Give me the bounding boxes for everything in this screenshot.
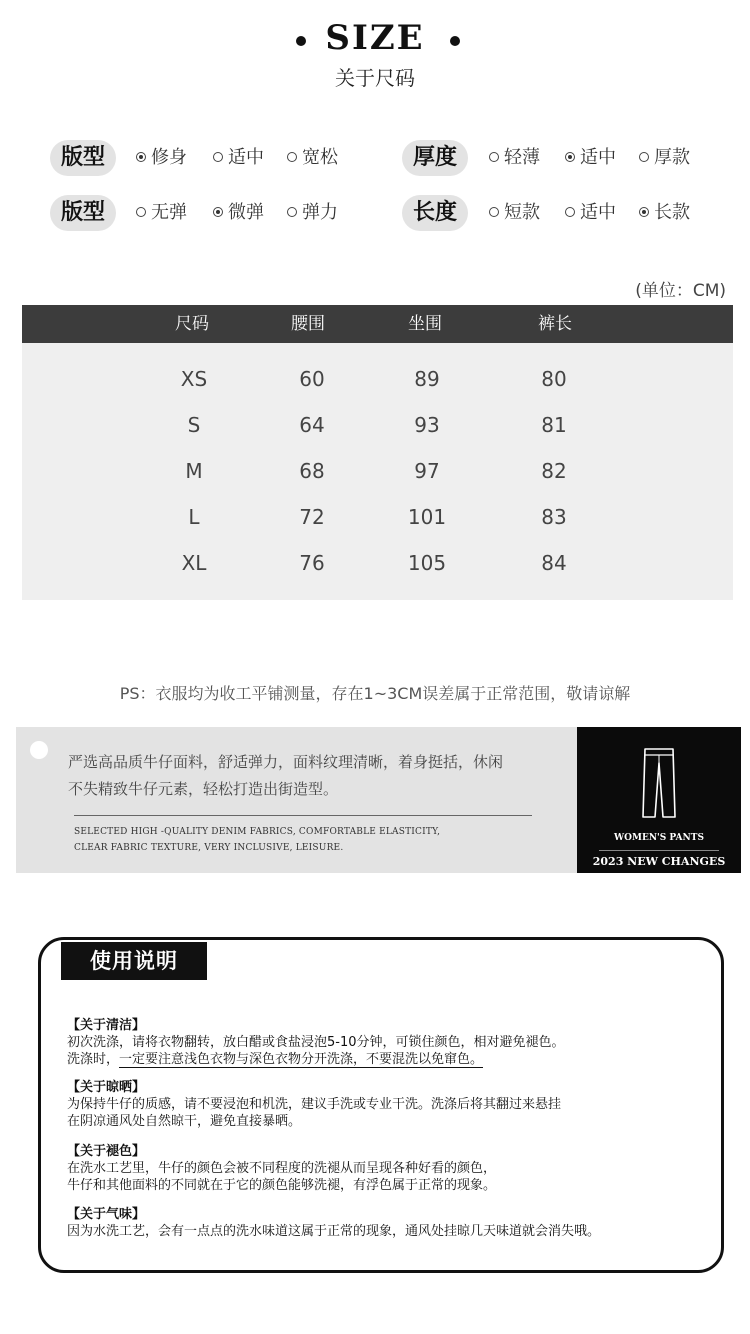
section-drying: 【关于晾晒】 为保持牛仔的质感，请不要浸泡和机洗，建议手洗或专业干洗。洗涤后将其翻过来悬挂 在阴凉通风处自然晾干，避免直接暴晒。 bbox=[67, 1080, 562, 1129]
section-fading: 【关于褪色】 在洗水工艺里，牛仔的颜色会被不同程度的洗褪从而呈现各种好看的颜色， 牛仔和其他面料的不同就在于它的颜色能够洗褪，有浮色属于正常的现象。 bbox=[67, 1144, 497, 1193]
cell-hip: 105 bbox=[407, 551, 447, 575]
measurement-note: PS：衣服均为收工平铺测量，存在1~3CM误差属于正常范围，敬请谅解 bbox=[119, 684, 631, 703]
cell-hip: 89 bbox=[414, 367, 440, 391]
size-table-header bbox=[22, 305, 733, 343]
column-header-length: 裤长 bbox=[538, 314, 572, 334]
radio-selected-icon bbox=[136, 152, 146, 162]
radio-empty-icon bbox=[136, 207, 146, 217]
option-fit-regular[interactable]: 适中 bbox=[213, 140, 264, 176]
instructions-panel bbox=[38, 937, 724, 1273]
cell-length: 84 bbox=[541, 551, 567, 575]
cell-size: S bbox=[187, 413, 201, 437]
cell-size: XS bbox=[180, 367, 208, 391]
column-header-size: 尺码 bbox=[175, 314, 209, 334]
banner-description-en: SELECTED HIGH -QUALITY DENIM FABRICS, COMFORTABLE ELASTICITY, CLEAR FABRIC TEXTURE, VERY INCLUSIVE, LEISURE. bbox=[74, 827, 441, 853]
cell-waist: 68 bbox=[299, 459, 325, 483]
fabric-banner bbox=[16, 727, 577, 873]
banner-description-cn: 严选高品质牛仔面料，舒适弹力，面料纹理清晰，着身挺括，休闲 不失精致牛仔元素，轻松打造出街造型。 bbox=[68, 753, 504, 798]
cell-waist: 60 bbox=[299, 367, 325, 391]
unit-label: (单位：CM) bbox=[635, 281, 726, 301]
radio-selected-icon bbox=[565, 152, 575, 162]
instructions-title: 使用说明 bbox=[61, 942, 207, 980]
attribute-label-length: 长度 bbox=[402, 195, 468, 231]
section-odor: 【关于气味】 因为水洗工艺，会有一点点的洗水味道这属于正常的现象，通风处挂晾几天味道就会消失哦。 bbox=[67, 1207, 601, 1239]
option-stretch-elastic[interactable]: 弹力 bbox=[287, 195, 338, 231]
option-fit-loose[interactable]: 宽松 bbox=[287, 140, 338, 176]
cell-hip: 101 bbox=[407, 505, 447, 529]
attribute-label-stretch: 版型 bbox=[50, 195, 116, 231]
badge-divider bbox=[599, 850, 719, 851]
cell-waist: 64 bbox=[299, 413, 325, 437]
option-length-short[interactable]: 短款 bbox=[489, 195, 540, 231]
option-stretch-slight[interactable]: 微弹 bbox=[213, 195, 264, 231]
column-header-hip: 坐围 bbox=[408, 314, 442, 334]
radio-empty-icon bbox=[639, 152, 649, 162]
cell-waist: 76 bbox=[299, 551, 325, 575]
option-length-medium[interactable]: 适中 bbox=[565, 195, 616, 231]
radio-empty-icon bbox=[287, 152, 297, 162]
banner-divider bbox=[74, 815, 532, 816]
badge-subtitle: 2023 NEW CHANGES bbox=[592, 855, 726, 868]
cell-size: M bbox=[185, 459, 203, 483]
option-thickness-thick[interactable]: 厚款 bbox=[639, 140, 690, 176]
attribute-row-2 bbox=[0, 195, 750, 231]
radio-selected-icon bbox=[213, 207, 223, 217]
radio-selected-icon bbox=[639, 207, 649, 217]
radio-empty-icon bbox=[489, 152, 499, 162]
column-header-waist: 腰围 bbox=[291, 314, 325, 334]
cell-length: 80 bbox=[541, 367, 567, 391]
cell-length: 81 bbox=[541, 413, 567, 437]
radio-empty-icon bbox=[213, 152, 223, 162]
option-thickness-thin[interactable]: 轻薄 bbox=[489, 140, 540, 176]
radio-empty-icon bbox=[565, 207, 575, 217]
radio-empty-icon bbox=[287, 207, 297, 217]
cell-size: XL bbox=[181, 551, 207, 575]
attribute-label-thickness: 厚度 bbox=[402, 140, 468, 176]
title-dot-right bbox=[450, 36, 460, 46]
bullet-dot-icon bbox=[30, 741, 48, 759]
section-cleaning: 【关于清洁】 初次洗涤，请将衣物翻转，放白醋或食盐浸泡5-10分钟，可锁住颜色，相对避免褪色。 洗涤时，一定要注意浅色衣物与深色衣物分开洗涤，不要混洗以免窜色。 bbox=[67, 1018, 565, 1067]
page-title: SIZE bbox=[325, 18, 425, 58]
badge-title: WOMEN'S PANTS bbox=[614, 833, 704, 843]
cell-waist: 72 bbox=[299, 505, 325, 529]
cell-hip: 93 bbox=[414, 413, 440, 437]
cell-size: L bbox=[188, 505, 200, 529]
option-fit-slim[interactable]: 修身 bbox=[136, 140, 187, 176]
cell-length: 82 bbox=[541, 459, 567, 483]
womens-pants-badge bbox=[577, 727, 741, 873]
option-length-long[interactable]: 长款 bbox=[639, 195, 690, 231]
cell-length: 83 bbox=[541, 505, 567, 529]
page-subtitle: 关于尺码 bbox=[335, 66, 415, 90]
radio-empty-icon bbox=[489, 207, 499, 217]
attribute-label-fit: 版型 bbox=[50, 140, 116, 176]
option-thickness-medium[interactable]: 适中 bbox=[565, 140, 616, 176]
option-stretch-none[interactable]: 无弹 bbox=[136, 195, 187, 231]
size-table-body bbox=[22, 343, 733, 600]
attribute-row-1 bbox=[0, 140, 750, 176]
pants-icon bbox=[641, 747, 677, 819]
cell-hip: 97 bbox=[414, 459, 440, 483]
